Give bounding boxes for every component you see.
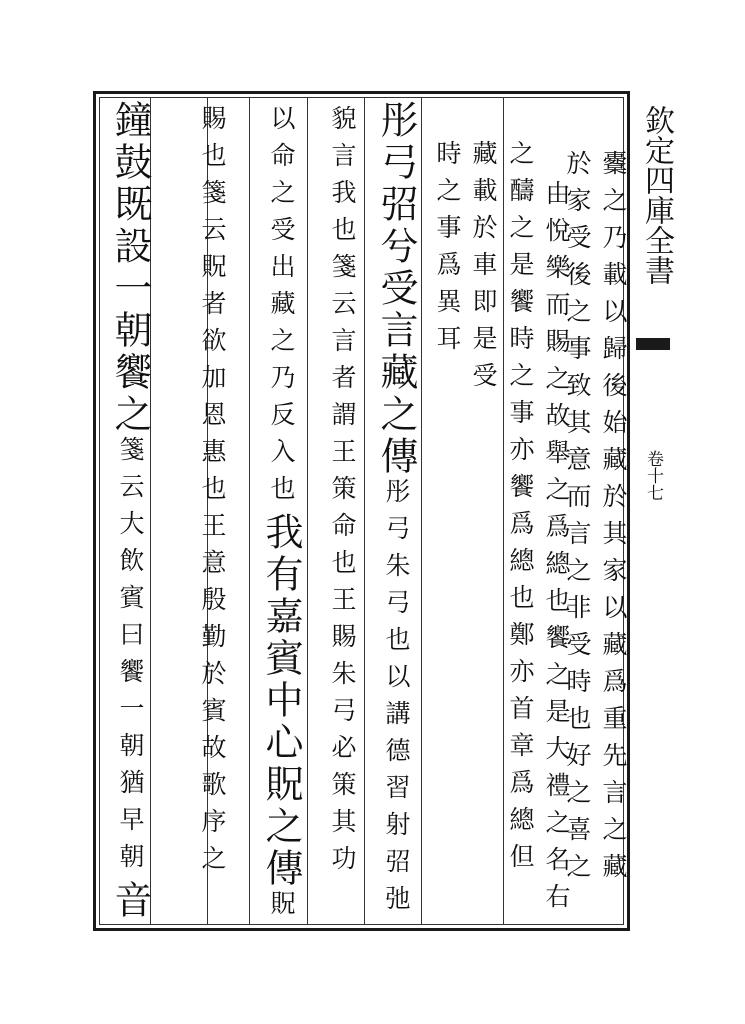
text-column-3 (538, 180, 574, 920)
commentary-text-segment: 貌言我也箋云言者謂王策命也王賜朱弓必策其功 (328, 105, 357, 882)
commentary-text-segment: 以命之受出藏之乃反入也 (267, 105, 296, 512)
commentary-text-segment: 箋云大飲賓曰饗一朝猶早朝 (116, 436, 145, 880)
margin-fish-tail-mark (636, 338, 670, 350)
commentary-text-segment: 時之事爲異耳 (433, 140, 462, 362)
commentary-text-segment: 之醻之是饗時之事亦饗爲總也鄭亦首章爲總但 (506, 140, 535, 880)
column-rule (307, 97, 308, 925)
text-column-6 (429, 140, 465, 362)
column-rule (364, 97, 365, 925)
commentary-text-segment: 賜也箋云貺者欲加恩惠也王意殷勤於賓故歌序之 (198, 105, 227, 882)
text-column-10 (190, 105, 230, 882)
commentary-text-segment: 彤弓朱弓也以講德習射弨弛 (382, 478, 411, 922)
main-text-segment: 鐘鼓既設一朝饗之 (108, 100, 152, 436)
text-column-7 (371, 100, 421, 922)
text-column-1 (595, 150, 631, 890)
text-column-11 (105, 100, 155, 922)
commentary-text-segment: 於家受後之事致其意而言之非受時也好之喜之 (563, 150, 592, 890)
commentary-text-segment: 貺 (267, 890, 296, 927)
margin-volume-label: 卷十七 (643, 450, 663, 501)
text-column-8 (320, 105, 360, 882)
text-column-9 (256, 105, 306, 927)
main-text-segment: 音 (108, 880, 152, 922)
margin-title: 欽定四庫全書 (639, 105, 674, 285)
text-column-5 (465, 140, 501, 399)
commentary-text-segment: 由悅樂而賜之故舉之爲總也饗之是大禮之名右 (542, 180, 571, 920)
commentary-text-segment: 藏載於車即是受 (469, 140, 498, 399)
main-text-segment: 彤弓弨兮受言藏之傳 (374, 100, 418, 478)
column-rule (421, 97, 422, 925)
main-text-segment: 我有嘉賓中心貺之傳 (259, 512, 303, 890)
commentary-text-segment: 櫜之乃載以歸後始藏於其家以藏爲重先言之藏 (599, 150, 628, 890)
column-rule (249, 97, 250, 925)
text-column-4 (502, 140, 538, 880)
